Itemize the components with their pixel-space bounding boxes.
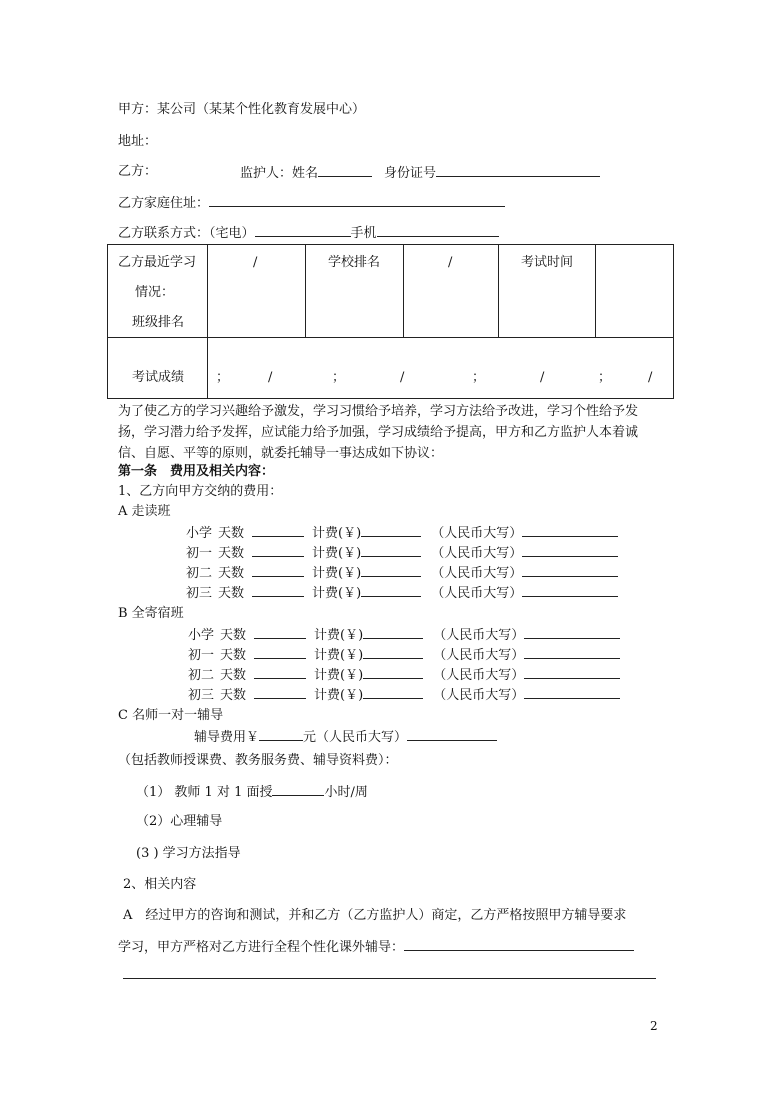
days-label: 天数 <box>218 546 245 561</box>
grade-label: 初一 <box>188 648 215 663</box>
table-label-line1: 乙方最近学习 <box>118 255 197 270</box>
section-c-title: C 名师一对一辅导 <box>118 708 224 723</box>
id-number-blank[interactable] <box>436 164 600 177</box>
school-rank-label: 学校排名 <box>328 255 381 270</box>
grade-label: 小学 <box>188 628 215 643</box>
exam-time-label: 考试时间 <box>521 255 574 270</box>
days-label: 天数 <box>220 668 247 683</box>
tutoring-fee-line: 辅导费用￥ 元（人民币大写） <box>194 728 497 746</box>
rmb-caps-blank[interactable] <box>522 584 618 597</box>
study-situation-table <box>107 244 674 399</box>
table-label-line2: 情况： <box>135 285 175 300</box>
days-blank[interactable] <box>254 646 306 659</box>
c3-line: (3 ) 学习方法指导 <box>136 846 241 861</box>
item2-a-line2: 学习，甲方严格对乙方进行全程个性化课外辅导： <box>118 938 634 956</box>
exam-time-cell[interactable] <box>596 245 674 338</box>
table-row-label-cell <box>108 245 208 338</box>
slash: / <box>400 370 405 385</box>
fee-row-a <box>186 564 618 582</box>
rmb-caps-label: （人民币大写） <box>433 688 525 703</box>
rmb-caps-blank[interactable] <box>524 626 620 639</box>
days-label: 天数 <box>220 628 247 643</box>
fee-label: 计费(￥) <box>314 628 364 643</box>
fee-blank[interactable] <box>361 564 421 577</box>
days-blank[interactable] <box>254 686 306 699</box>
slash: / <box>648 370 653 385</box>
includes-line: （包括教师授课费、教务服务费、辅导资料费）： <box>118 753 398 768</box>
slash: / <box>268 370 273 385</box>
exam-score-label: 考试成绩 <box>132 370 185 385</box>
guardian-name-label: 监护人：姓名 <box>240 164 372 182</box>
item2-title: 2、相关内容 <box>123 877 197 892</box>
rmb-caps-label: （人民币大写） <box>431 526 523 541</box>
grade-label: 初二 <box>188 668 215 683</box>
fee-row-b <box>188 626 620 644</box>
mobile-blank[interactable] <box>377 224 499 237</box>
rmb-caps-blank[interactable] <box>522 564 618 577</box>
home-address-blank[interactable] <box>209 194 505 207</box>
fee-blank[interactable] <box>361 544 421 557</box>
semicolon: ； <box>598 370 612 385</box>
fee-label: 计费(￥) <box>312 526 362 541</box>
section-b-title: B 全寄宿班 <box>118 606 184 621</box>
id-number-label: 身份证号 <box>384 164 600 182</box>
exam-score-label-cell <box>108 338 208 399</box>
fee-row-b <box>188 666 620 684</box>
rmb-caps-label: （人民币大写） <box>433 648 525 663</box>
rmb-caps-blank[interactable] <box>522 544 618 557</box>
fee-row-a <box>186 544 618 562</box>
table-label-line3: 班级排名 <box>132 315 185 330</box>
tutoring-fee-blank[interactable] <box>259 728 303 741</box>
days-label: 天数 <box>218 526 245 541</box>
grade-label: 初二 <box>186 566 213 581</box>
grade-label: 小学 <box>186 526 213 541</box>
home-address-label: 乙方家庭住址： <box>118 194 505 212</box>
intro-paragraph: 为了使乙方的学习兴趣给予激发，学习习惯给予培养，学习方法给予改进，学习个性给予发扬，学习潜力给予发挥，应试能力给予加强，学习成绩给予提高，甲方和乙方监护人本着诚信、自愿、平等的原则，就委托辅导一事达成如下协议： <box>118 404 639 461</box>
page-number: 2 <box>650 1019 658 1033</box>
days-blank[interactable] <box>252 544 304 557</box>
exam-score-cell[interactable] <box>208 338 674 399</box>
fee-label: 计费(￥) <box>314 688 364 703</box>
days-label: 天数 <box>218 586 245 601</box>
rmb-caps-label: （人民币大写） <box>433 628 525 643</box>
school-rank-label-cell <box>306 245 404 338</box>
fee-blank[interactable] <box>363 626 423 639</box>
rmb-caps-label: （人民币大写） <box>433 668 525 683</box>
days-label: 天数 <box>220 688 247 703</box>
days-label: 天数 <box>218 566 245 581</box>
address-label: 地址： <box>118 134 158 149</box>
semicolon: ； <box>472 370 486 385</box>
fee-blank[interactable] <box>363 666 423 679</box>
contact-label: 乙方联系方式：（宅电） 手机 <box>118 224 499 242</box>
days-blank[interactable] <box>252 584 304 597</box>
c2-line: （2）心理辅导 <box>136 814 223 829</box>
fee-label: 计费(￥) <box>314 668 364 683</box>
fee-row-b <box>188 686 620 704</box>
rmb-caps-blank[interactable] <box>524 646 620 659</box>
hours-per-week-blank[interactable] <box>272 783 324 796</box>
exam-time-label-cell <box>499 245 596 338</box>
fee-label: 计费(￥) <box>314 648 364 663</box>
party-b-label: 乙方： <box>118 164 158 179</box>
slash: / <box>448 255 453 270</box>
school-rank-cell[interactable] <box>404 245 499 338</box>
slash: / <box>540 370 545 385</box>
fee-blank[interactable] <box>363 686 423 699</box>
days-blank[interactable] <box>252 524 304 537</box>
rmb-caps-label: （人民币大写） <box>431 546 523 561</box>
tutoring-fee-caps-blank[interactable] <box>407 728 497 741</box>
tutoring-plan-blank[interactable] <box>404 938 634 951</box>
c1-line: （1） 教师 1 对 1 面授 小时/周 <box>136 785 368 800</box>
grade-label: 初一 <box>186 546 213 561</box>
rmb-caps-label: （人民币大写） <box>431 586 523 601</box>
fee-label: 计费(￥) <box>312 586 362 601</box>
party-a-line: 甲方：某公司（某某个性化教育发展中心） <box>118 102 366 117</box>
rmb-caps-blank[interactable] <box>524 666 620 679</box>
fee-blank[interactable] <box>363 646 423 659</box>
fee-blank[interactable] <box>361 584 421 597</box>
tutoring-plan-blank-line2[interactable] <box>123 978 656 979</box>
rmb-caps-blank[interactable] <box>522 524 618 537</box>
days-label: 天数 <box>220 648 247 663</box>
fee-row-a <box>186 584 618 602</box>
rmb-caps-label: （人民币大写） <box>431 566 523 581</box>
class-rank-cell[interactable] <box>208 245 306 338</box>
section-a-title: A 走读班 <box>118 504 171 519</box>
article1-item1: 1、乙方向甲方交纳的费用： <box>118 484 283 499</box>
article1-title: 第一条 费用及相关内容： <box>118 464 275 479</box>
days-blank[interactable] <box>254 626 306 639</box>
guardian-name-blank[interactable] <box>318 164 372 177</box>
slash: / <box>253 255 258 270</box>
fee-label: 计费(￥) <box>312 546 362 561</box>
grade-label: 初三 <box>188 688 215 703</box>
rmb-caps-blank[interactable] <box>524 686 620 699</box>
semicolon: ； <box>332 370 346 385</box>
fee-blank[interactable] <box>361 524 421 537</box>
item2-a-line1: A 经过甲方的咨询和测试，并和乙方（乙方监护人）商定，乙方严格按照甲方辅导要求 <box>123 908 627 923</box>
fee-row-b <box>188 646 620 664</box>
semicolon: ； <box>216 370 230 385</box>
home-phone-blank[interactable] <box>255 224 351 237</box>
days-blank[interactable] <box>252 564 304 577</box>
fee-label: 计费(￥) <box>312 566 362 581</box>
days-blank[interactable] <box>254 666 306 679</box>
fee-row-a <box>186 524 618 542</box>
grade-label: 初三 <box>186 586 213 601</box>
